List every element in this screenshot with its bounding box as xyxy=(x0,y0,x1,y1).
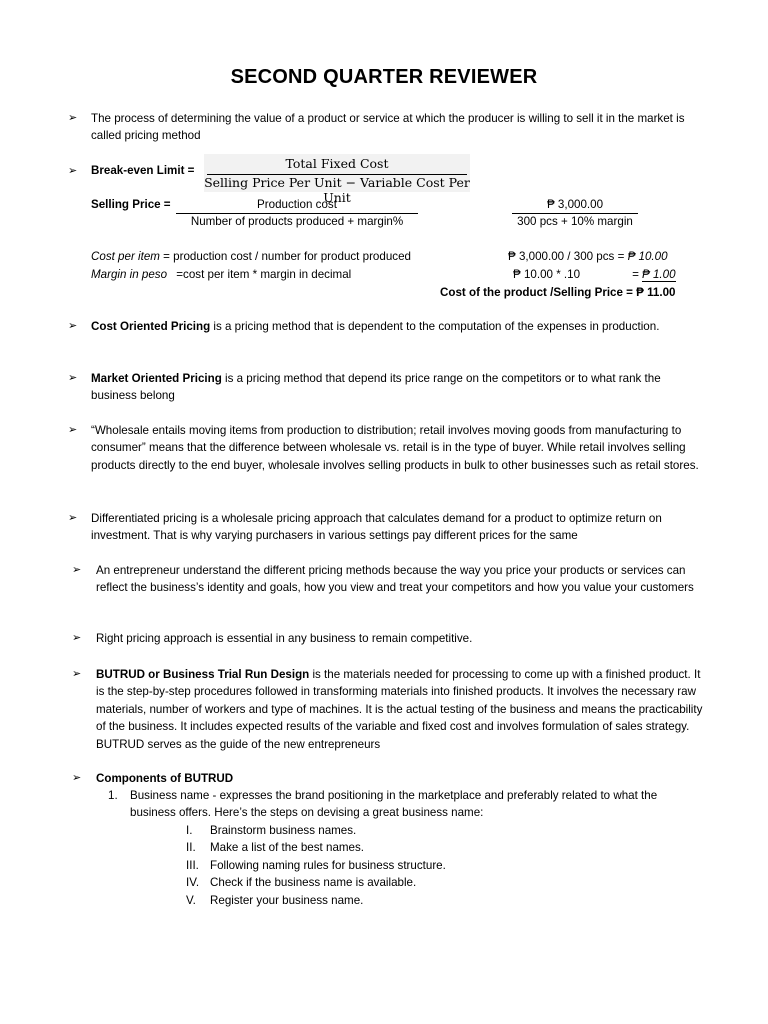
margin-peso-formula: =cost per item * margin in decimal xyxy=(176,268,352,281)
paragraph-pricing-method: The process of determining the value of a product or service at which the producer is willing to sell it in the market is called pricing method xyxy=(91,112,685,143)
step-number: IV. xyxy=(186,876,200,890)
paragraph-right-pricing: Right pricing approach is essential in any business to remain competitive. xyxy=(96,632,473,645)
cost-per-item-formula: = production cost / number for product produced xyxy=(159,250,411,263)
bullet-icon: ➢ xyxy=(72,668,82,680)
step-text: Following naming rules for business structure. xyxy=(210,858,446,872)
bullet-icon: ➢ xyxy=(68,112,78,124)
step-text: Brainstorm business names. xyxy=(210,824,357,837)
component-item-business-name: Business name - expresses the brand positioning in the marketplace and preferably related to what the business offers. Here’s the steps on devising a great business name: xyxy=(130,789,658,820)
margin-peso-example: ₱ 10.00 * .10 xyxy=(513,268,581,281)
selling-price-example-denominator: 300 pcs + 10% margin xyxy=(517,215,633,228)
step-text: Make a list of the best names. xyxy=(210,841,365,855)
cost-per-item-calc: ₱ 3,000.00 / 300 pcs = xyxy=(508,250,628,263)
margin-peso-result-row xyxy=(632,266,676,283)
paragraph-cost-oriented xyxy=(91,318,706,335)
bullet-icon: ➢ xyxy=(72,632,82,644)
step-text: Check if the business name is available. xyxy=(210,876,417,890)
term-butrud: BUTRUD or Business Trial Run Design xyxy=(96,668,310,681)
margin-peso-label: Margin in peso xyxy=(91,268,168,281)
paragraph-market-oriented xyxy=(91,370,706,405)
bullet-icon: ➢ xyxy=(68,165,78,177)
breakeven-numerator: Total Fixed Cost xyxy=(285,156,389,171)
paragraph-differentiated: Differentiated pricing is a wholesale pricing approach that calculates demand for a product to optimize return on investment. That is why varying purchasers in various settings pay different prices for the same xyxy=(91,512,662,543)
selling-price-example-numerator: ₱ 3,000.00 xyxy=(546,198,604,211)
bullet-icon: ➢ xyxy=(72,564,82,576)
bullet-icon: ➢ xyxy=(68,320,78,332)
selling-price-denominator: Number of products produced + margin% xyxy=(190,215,404,228)
paragraph-butrud xyxy=(96,666,706,753)
components-heading: Components of BUTRUD xyxy=(96,772,234,785)
paragraph-wholesale: “Wholesale entails moving items from production to distribution; retail involves moving goods from manufacturing to consumer” means that the difference between wholesale vs. retail is in the type of buyer. While retail involves selling products directly to the end buyer, wholesale involves selling products in bulk to other businesses such as retail stores. xyxy=(91,424,699,472)
step-number: II. xyxy=(186,841,196,855)
margin-peso-result: ₱ 1.00 xyxy=(642,268,676,281)
step-number: III. xyxy=(186,858,199,872)
text-butrud: is the materials needed for processing to come up with a finished product. It is the step-by-step procedures followed in transforming materials into finished products. It involves the necessary raw materials, number of workers and type of machines. It is the actual testing of the business and means the practicability of the business. It includes expected results of the variable and fixed cost and involves formulation of sales strategy. BUTRUD serves as the guide of the new entrepreneurs xyxy=(96,668,703,751)
bullet-icon: ➢ xyxy=(68,424,78,436)
cost-per-item-label: Cost per item xyxy=(91,250,160,263)
bullet-icon: ➢ xyxy=(68,512,78,524)
term-market-oriented: Market Oriented Pricing xyxy=(91,372,222,385)
cost-of-product-total: Cost of the product /Selling Price = ₱ 11.00 xyxy=(440,286,676,299)
margin-peso-equals: = xyxy=(632,268,642,281)
cost-per-item-result: ₱ 10.00 xyxy=(627,250,668,263)
cost-per-item-row xyxy=(91,248,411,265)
component-item-number: 1. xyxy=(108,789,118,802)
breakeven-denominator: Selling Price Per Unit − Variable Cost Per Unit xyxy=(204,175,470,205)
step-text: Register your business name. xyxy=(210,893,364,907)
selling-price-numerator: Production cost xyxy=(257,198,337,211)
bullet-icon: ➢ xyxy=(68,372,78,384)
breakeven-label: Break-even Limit = xyxy=(91,164,195,177)
cost-per-item-example xyxy=(508,248,668,265)
selling-price-label: Selling Price = xyxy=(91,198,171,211)
paragraph-entrepreneur: An entrepreneur understand the different pricing methods because the way you price your products or services can reflect the business’s identity and goals, how you view and treat your competitors and how you value your customers xyxy=(96,564,694,595)
step-number: I. xyxy=(186,824,193,837)
text-cost-oriented: is a pricing method that is dependent to the computation of the expenses in production. xyxy=(210,320,660,333)
page-title: SECOND QUARTER REVIEWER xyxy=(230,66,538,88)
step-number: V. xyxy=(186,893,196,907)
term-cost-oriented: Cost Oriented Pricing xyxy=(91,320,211,333)
text-market-oriented: is a pricing method that depend its price range on the competitors or to what rank the business belong xyxy=(91,372,661,403)
margin-peso-row xyxy=(91,266,351,283)
bullet-icon: ➢ xyxy=(72,772,82,784)
